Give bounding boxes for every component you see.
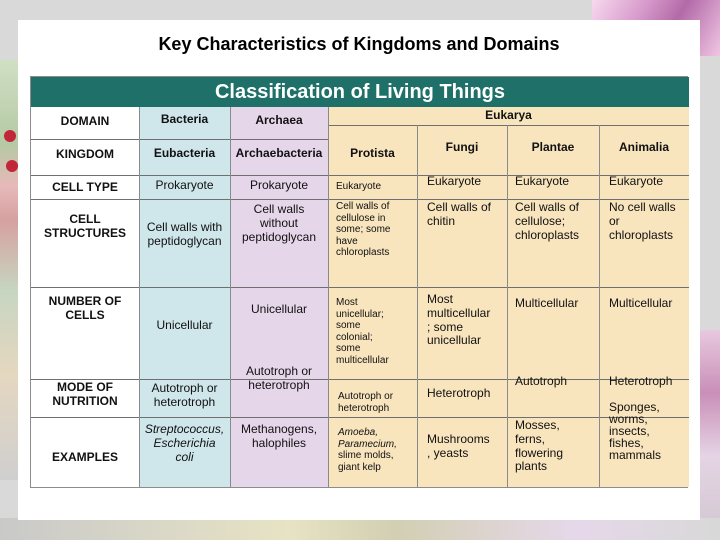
text-line: without [259,215,299,230]
text-line: Cell walls of [427,200,492,214]
row-header-cell-structures [31,213,139,241]
classification-table [30,76,688,488]
kingdom-plantae: Plantae [531,140,575,154]
slide-title: Key Characteristics of Kingdoms and Domains [158,34,560,54]
text-line: heterotroph [248,377,310,392]
text-line: halophiles [251,435,307,450]
text-line: worms, [609,412,648,426]
mode-of-nutrition-fungi: Heterotroph [427,386,491,400]
text-line: ferns, [515,431,546,446]
text-line: Autotroph or [245,364,313,378]
text-line: mammals [609,448,662,462]
text-line: insects, [609,424,650,438]
column-divider [599,125,600,487]
text-line: giant kelp [338,461,381,473]
number-of-cells-eubacteria: Unicellular [156,318,213,332]
row-divider [31,199,689,200]
examples-eubacteria [139,423,230,464]
examples-archaebacteria [230,423,328,451]
number-of-cells-fungi [427,293,490,348]
row-divider [31,379,689,380]
kingdom-eubacteria: Eubacteria [153,146,216,160]
text-line: plants [515,459,548,474]
row-header-line: CELL [69,212,101,226]
berry-decoration [4,130,16,142]
text-line: multicellular [427,305,491,320]
domain-archaea: Archaea [255,113,303,127]
examples-plantae [515,419,563,474]
text-line: cellulose; [515,213,566,228]
text-line: unicellular; [336,308,384,320]
text-line: heterotroph [153,394,216,409]
text-line: colonial; [336,331,373,343]
cell-type-plantae: Eukaryote [515,174,570,188]
text-line: Most [336,297,358,308]
cell-structures-fungi [427,201,491,229]
text-line: Sponges, [609,400,660,414]
cell-type-fungi: Eukaryote [427,174,482,188]
cell-structures-archaebacteria [230,203,328,244]
text-line: or [609,213,620,228]
text-line: chloroplasts [515,227,580,242]
row-divider [31,287,689,288]
text-line: chloroplasts [609,227,674,242]
text-line: , yeasts [427,445,469,460]
domain-eukarya: Eukarya [485,108,532,122]
text-line: Amoeba, [338,427,379,438]
number-of-cells-archaebacteria: Unicellular [250,302,308,316]
row-divider [328,125,689,126]
row-header-mode-of-nutrition [31,381,139,409]
row-header-number-of-cells [31,295,139,323]
text-line: cellulose in [336,212,386,224]
text-line: fishes, [609,436,644,450]
text-line: Cell walls of [336,201,390,212]
text-line: have [336,235,358,247]
text-line: unicellular [427,333,482,348]
text-line: flowering [515,445,564,460]
row-header-line: NUMBER OF [48,294,122,308]
text-line: No cell walls [609,200,676,214]
mode-of-nutrition-animalia: Heterotroph [609,374,673,388]
berry-decoration [6,160,18,172]
slide [18,20,700,520]
domain-bacteria: Bacteria [160,112,209,126]
text-line: Autotroph or [151,381,218,395]
row-header-examples: EXAMPLES [51,450,118,464]
cell-type-animalia: Eukaryote [609,174,664,188]
number-of-cells-plantae: Multicellular [515,296,579,310]
text-line: Cell walls [253,202,305,216]
mode-of-nutrition-plantae: Autotroph [515,374,568,388]
cell-type-protista: Eukaryote [336,181,382,192]
text-line: Escherichia [153,435,216,450]
mode-of-nutrition-archaebacteria [230,365,328,393]
row-divider [31,139,328,140]
text-line: Mushrooms [427,432,490,446]
kingdom-archaebacteria: Archaebacteria [235,146,323,160]
text-line: Streptococcus, [144,422,225,436]
cell-structures-plantae [515,201,579,242]
row-header-line: CELLS [65,307,105,322]
text-line: peptidoglycan [147,233,222,248]
examples-protista [338,427,397,473]
table-banner: Classification of Living Things [31,77,689,107]
text-line: Paramecium, [338,438,397,450]
text-line: Most [427,292,454,306]
examples-fungi [427,433,490,461]
text-line: ; some [427,319,464,334]
cell-structures-animalia [609,201,676,242]
number-of-cells-animalia: Multicellular [609,296,673,310]
number-of-cells-protista [336,297,389,366]
text-line: some [336,343,361,354]
column-divider [507,125,508,487]
text-line: chloroplasts [336,247,390,258]
text-line: multicellular [336,354,389,366]
row-header-domain: DOMAIN [60,114,110,128]
row-divider [31,175,689,176]
text-line: slime molds, [338,450,394,461]
text-line: Autotroph or [338,391,394,402]
kingdom-animalia: Animalia [618,140,669,154]
kingdom-protista: Protista [350,146,395,160]
row-header-kingdom: KINGDOM [56,147,114,161]
column-divider [328,107,329,487]
row-header-cell-type: CELL TYPE [52,180,118,194]
mode-of-nutrition-eubacteria [139,382,230,410]
column-divider [417,125,418,487]
cell-type-eubacteria: Prokaryote [155,178,214,192]
cell-structures-protista [336,201,390,259]
text-line: Methanogens, [240,422,318,436]
kingdom-fungi: Fungi [445,140,479,154]
text-line: some [336,320,361,331]
row-header-line: NUTRITION [52,393,118,408]
text-line: peptidoglycan [241,229,317,244]
text-line: some; some [336,224,391,235]
text-line: Cell walls with [146,220,223,234]
background-left-image [0,60,20,480]
text-line: Mosses, [515,418,560,432]
row-header-line: MODE OF [57,380,113,394]
row-divider [31,417,689,418]
text-line: heterotroph [338,402,390,414]
text-line: coli [175,449,194,464]
text-line: Cell walls of [515,200,580,214]
cell-type-archaebacteria: Prokaryote [249,178,309,192]
cell-structures-eubacteria [139,221,230,249]
examples-animalia [609,401,661,461]
mode-of-nutrition-protista [338,391,393,414]
text-line: chitin [427,213,456,228]
row-header-line: STRUCTURES [43,225,126,240]
background-bottom-image [0,518,720,540]
